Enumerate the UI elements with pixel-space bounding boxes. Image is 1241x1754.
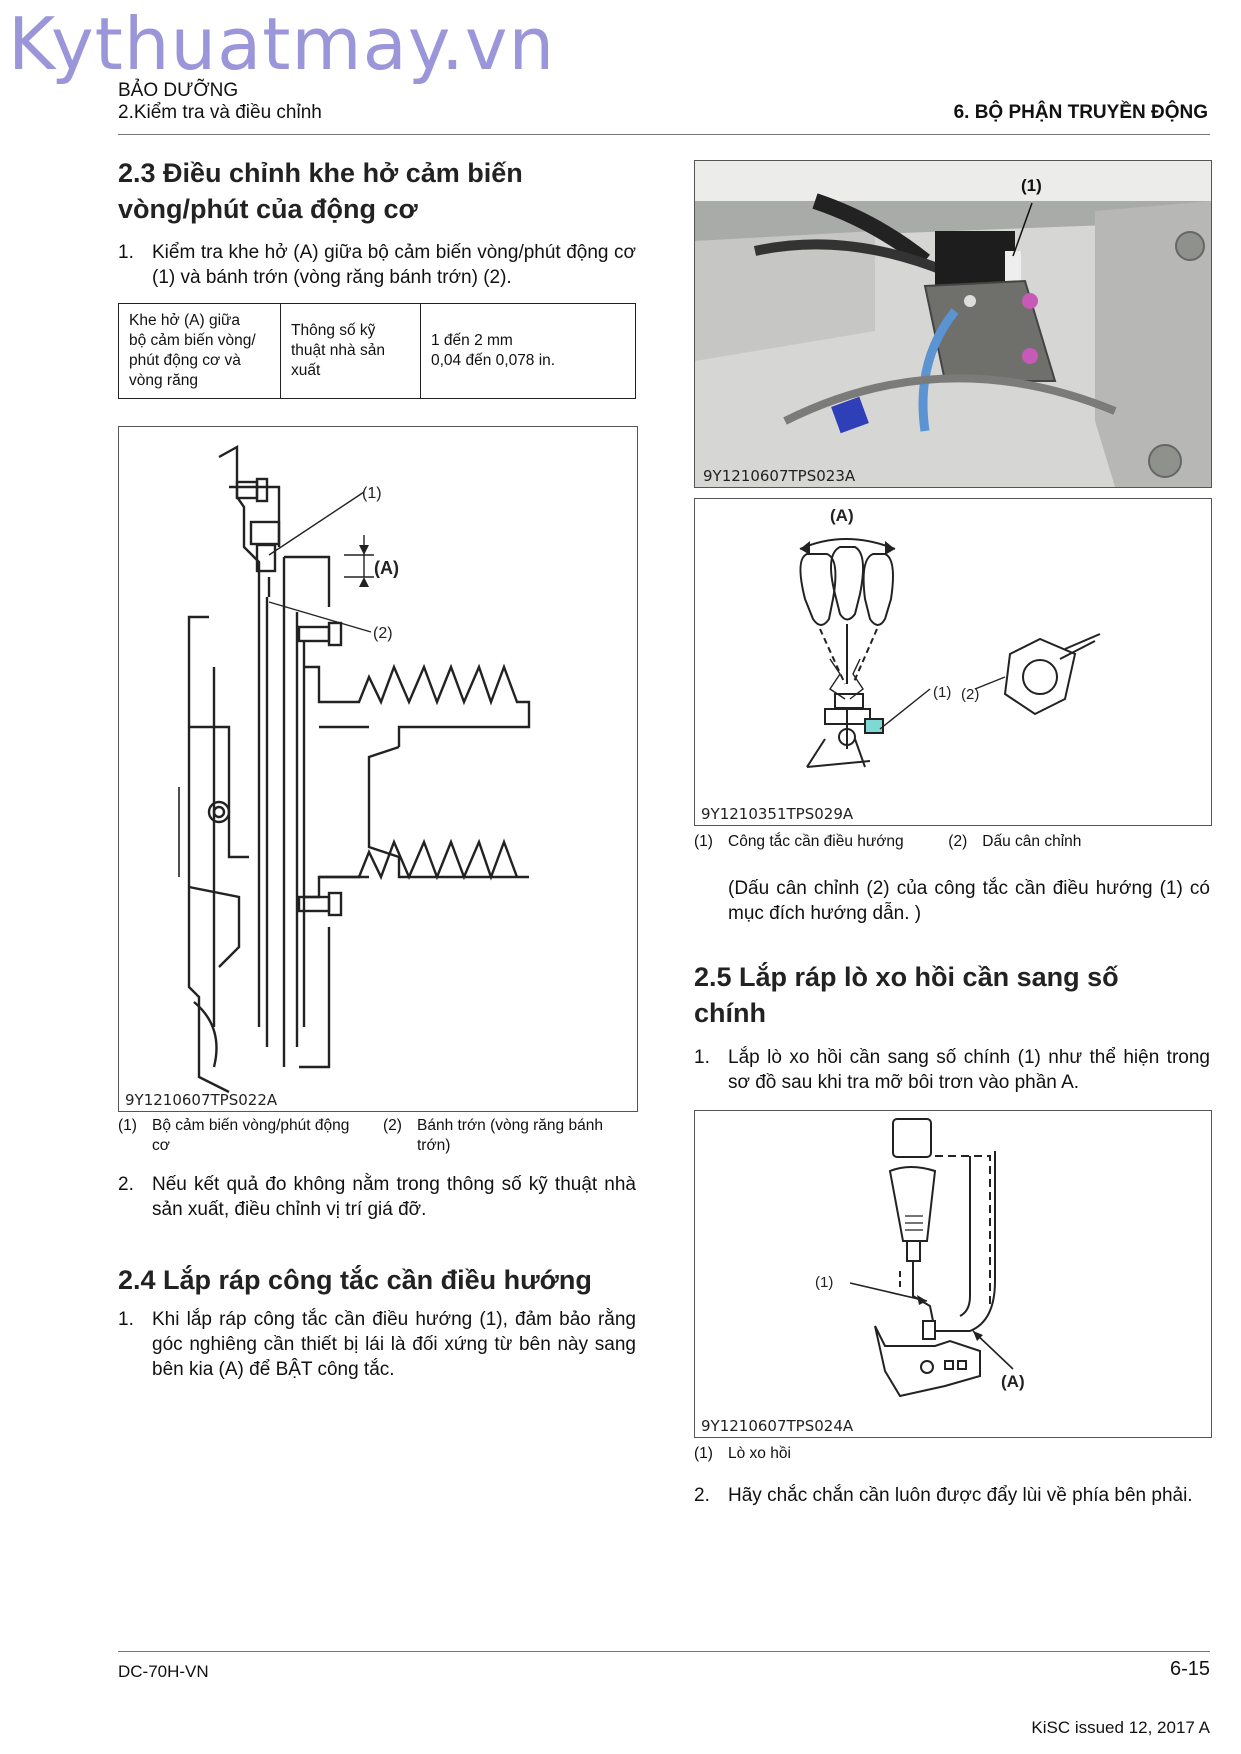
footer-doc-code: DC-70H-VN <box>118 1662 209 1681</box>
caption-number: (1) <box>118 1117 137 1134</box>
section-2-3-step-2 <box>118 1172 636 1222</box>
section-2-5-step-2 <box>694 1483 1210 1508</box>
figure-code: 9Y1210607TPS024A <box>701 1417 854 1435</box>
step-number: 2. <box>118 1174 134 1195</box>
sensor-photo <box>695 161 1211 487</box>
caption-row <box>694 832 1214 852</box>
spec-value-cell <box>421 304 636 399</box>
figure-steering-switch <box>694 498 1212 826</box>
caption-2 <box>383 1116 643 1156</box>
step-number: 1. <box>694 1047 710 1068</box>
step-text: Khi lắp ráp công tắc cần điều hướng (1), đảm bảo rằng góc nghiêng cần thiết bị lái là đối xứng từ bên này sang bên kia (A) để BẬT công tắc. <box>152 1309 636 1380</box>
section-2-4-note <box>728 876 1210 926</box>
spec-type-cell <box>281 304 421 399</box>
header-rule <box>118 134 1210 135</box>
spec-item-line: phút động cơ và <box>129 352 241 369</box>
step-number: 1. <box>118 242 134 263</box>
footer-issued: KiSC issued 12, 2017 A <box>1031 1718 1210 1737</box>
photo-code: 9Y1210607TPS023A <box>703 467 856 485</box>
label-A: (A) <box>374 558 399 578</box>
label-2: (2) <box>373 625 393 642</box>
label-A: (A) <box>830 506 854 525</box>
steering-switch-diagram <box>695 499 1211 825</box>
section-2-4-title-text: 2.4 Lắp ráp công tắc cần điều hướng <box>118 1265 592 1295</box>
spec-item-line: bộ cảm biến vòng/ <box>129 332 256 349</box>
spec-value-line: 1 đến 2 mm <box>431 332 513 349</box>
section-2-4-title <box>118 1262 648 1298</box>
label-1: (1) <box>815 1274 834 1291</box>
step-number: 2. <box>694 1485 710 1506</box>
section-2-4-step-1 <box>118 1307 636 1382</box>
section-2-3-step-1 <box>118 240 636 290</box>
spec-type-line: xuất <box>291 362 321 379</box>
footer-rule <box>118 1651 1210 1652</box>
return-spring-diagram <box>695 1111 1211 1437</box>
label-A: (A) <box>1001 1372 1025 1391</box>
spec-table <box>118 303 636 399</box>
spec-value-line: 0,04 đến 0,078 in. <box>431 352 556 369</box>
caption-number: (1) <box>694 833 713 850</box>
header-chapter: 6. BỘ PHẬN TRUYỀN ĐỘNG <box>953 102 1208 123</box>
caption-text: Lò xo hồi <box>728 1445 791 1462</box>
header-section: BẢO DƯỠNG <box>118 80 239 101</box>
photo-sensor <box>694 160 1212 488</box>
caption-text: Dấu cân chỉnh <box>982 833 1082 850</box>
section-2-5-title <box>694 959 1210 1031</box>
caption-number: (2) <box>383 1117 402 1134</box>
section-2-3-title <box>118 155 638 227</box>
label-2: (2) <box>961 686 980 703</box>
caption-text: Bánh trớn (vòng răng bánh <box>417 1117 603 1134</box>
step-text: Lắp lò xo hồi cần sang số chính (1) như thể hiện trong sơ đồ sau khi tra mỡ bôi trơn vào phần A. <box>728 1047 1210 1093</box>
caption-1 <box>118 1116 378 1156</box>
step-text: Kiểm tra khe hở (A) giữa bộ cảm biến vòng/phút động cơ (1) và bánh trớn (vòng răng bánh trớn) (2). <box>152 242 636 288</box>
spec-type-line: Thông số kỹ <box>291 322 376 339</box>
section-2-3-title-line1: 2.3 Điều chỉnh khe hở cảm biến <box>118 158 523 188</box>
section-2-5-title-line1: 2.5 Lắp ráp lò xo hồi cần sang số <box>694 962 1119 992</box>
section-2-5-title-line2: chính <box>694 998 766 1028</box>
photo-label-1: (1) <box>1021 176 1042 195</box>
spec-item-line: Khe hở (A) giữa <box>129 312 241 329</box>
caption-text: cơ <box>152 1137 170 1154</box>
section-2-3-title-line2: vòng/phút của động cơ <box>118 194 418 224</box>
header-subsection: 2.Kiểm tra và điều chỉnh <box>118 102 322 123</box>
note-text: (Dấu cân chỉnh (2) của công tắc cần điều hướng (1) có mục đích hướng dẫn. ) <box>728 878 1210 924</box>
caption-1 <box>694 1444 1094 1464</box>
caption-number: (1) <box>694 1445 713 1462</box>
caption-text: trớn) <box>417 1137 451 1154</box>
figure-code: 9Y1210607TPS022A <box>125 1091 278 1109</box>
sensor-gap-diagram <box>119 427 637 1111</box>
figure-code: 9Y1210351TPS029A <box>701 805 854 823</box>
spec-type-line: thuật nhà sản <box>291 342 385 359</box>
watermark: Kythuatmay.vn <box>8 2 556 86</box>
caption-text: Bộ cảm biến vòng/phút động <box>152 1117 350 1134</box>
figure-return-spring <box>694 1110 1212 1438</box>
page-number: 6-15 <box>1169 1658 1210 1680</box>
step-text: Nếu kết quả đo không nằm trong thông số kỹ thuật nhà sản xuất, điều chỉnh vị trí giá đỡ. <box>152 1174 636 1220</box>
figure-sensor-gap <box>118 426 638 1112</box>
caption-number: (2) <box>948 833 968 850</box>
section-2-5-step-1 <box>694 1045 1210 1095</box>
label-1: (1) <box>933 684 952 701</box>
label-1: (1) <box>362 485 382 502</box>
spec-item-line: vòng răng <box>129 372 198 389</box>
step-number: 1. <box>118 1309 134 1330</box>
caption-text: Công tắc cần điều hướng <box>728 833 904 850</box>
step-text: Hãy chắc chắn cần luôn được đẩy lùi về phía bên phải. <box>728 1485 1193 1506</box>
spec-item-cell <box>119 304 281 399</box>
